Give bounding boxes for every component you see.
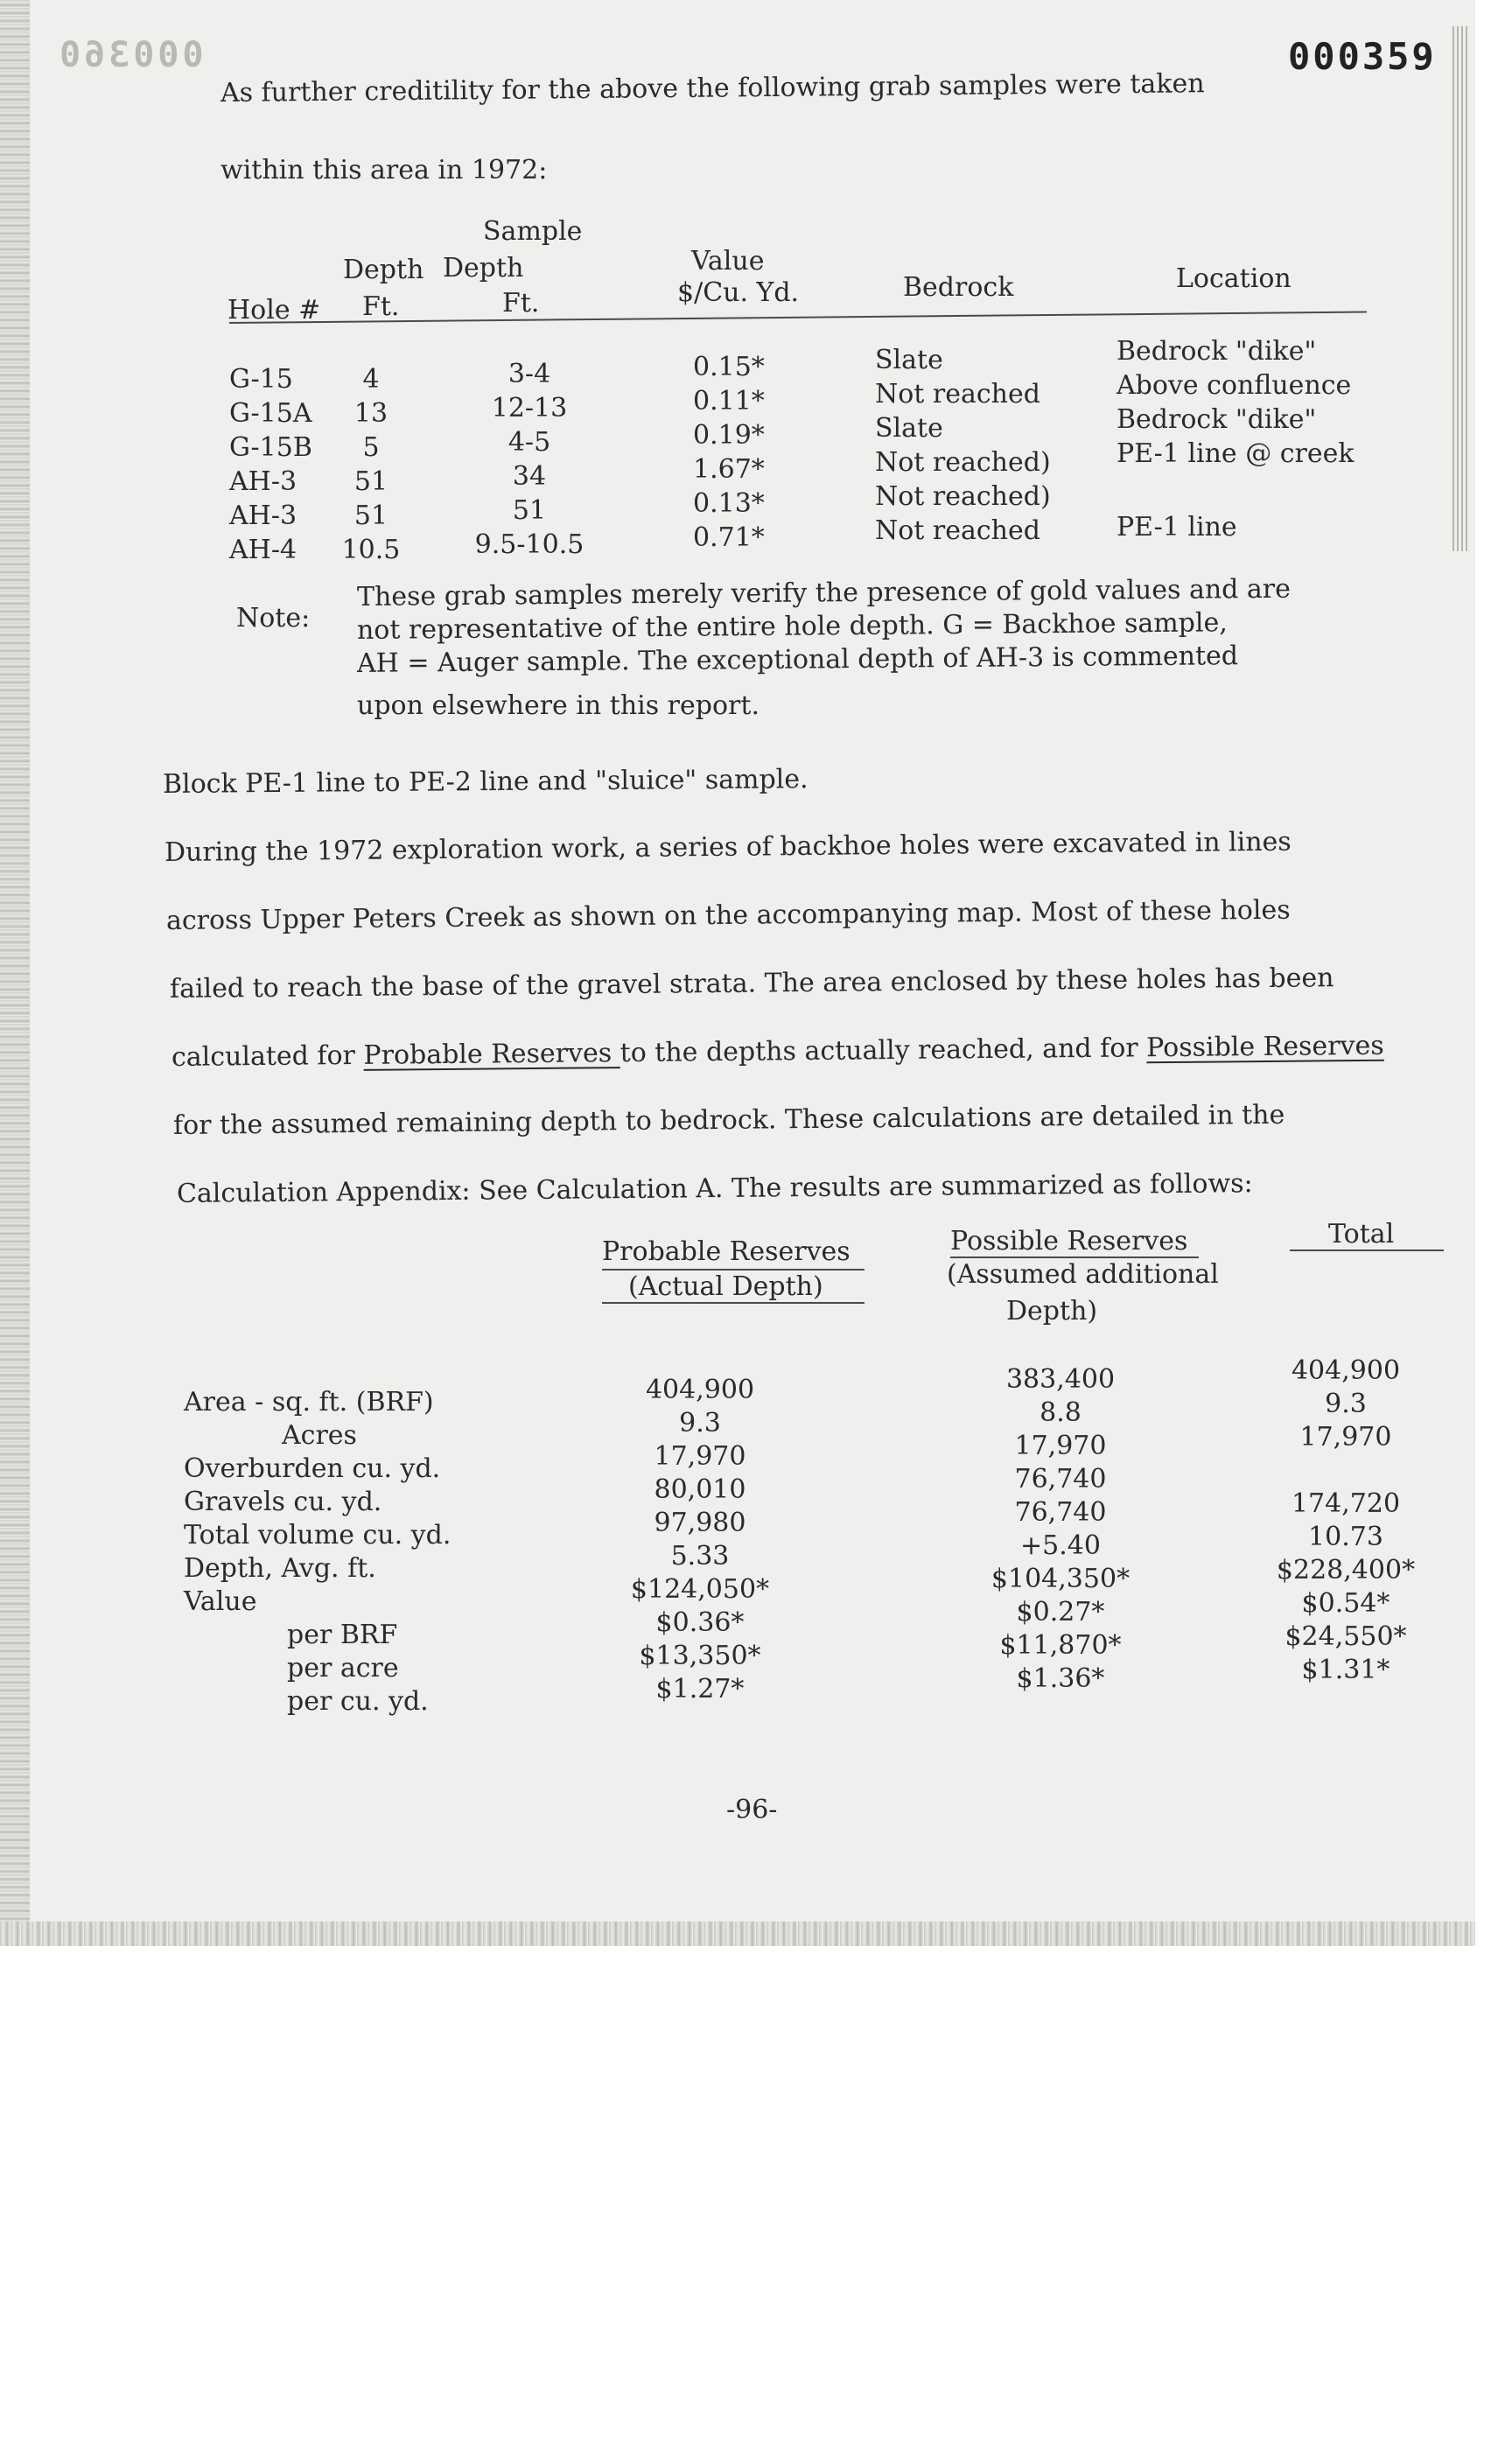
page-bottom-scan-edge: [0, 1922, 1475, 1946]
row-label-acres: Acres: [282, 1420, 357, 1451]
row-label-total-volume: Total volume cu. yd.: [184, 1520, 452, 1550]
table-cell: PE-1 line: [1116, 512, 1237, 542]
header-value-line1: Value: [691, 246, 765, 276]
table-cell: 34: [512, 461, 547, 492]
possible-reserves-term: Possible Reserves: [1146, 1030, 1384, 1064]
total-value: 9.3: [1325, 1389, 1367, 1419]
body-line-5: for the assumed remaining depth to bedrock. These calculations are detailed in the: [172, 1099, 1285, 1141]
body-line-6: Calculation Appendix: See Calculation A. The results are summarized as follows:: [176, 1168, 1253, 1209]
note-line-4: upon elsewhere in this report.: [357, 690, 760, 721]
header-possible-depth: Depth): [1006, 1296, 1098, 1326]
row-label-per-brf: per BRF: [287, 1620, 398, 1650]
column-location: [1116, 334, 1379, 544]
column-value: [693, 350, 807, 555]
table-cell: 3-4: [508, 359, 551, 389]
row-label-depth-avg: Depth, Avg. ft.: [184, 1553, 376, 1584]
total-value: $1.31*: [1301, 1655, 1390, 1685]
possible-value: 76,740: [1014, 1497, 1107, 1528]
table-cell: 4-5: [508, 427, 551, 458]
page-right-scan-marks: [1452, 26, 1468, 551]
total-value: $228,400*: [1276, 1555, 1416, 1586]
row-label-overburden: Overburden cu. yd.: [184, 1453, 441, 1484]
intro-line-2: within this area in 1972:: [220, 155, 548, 186]
probable-value: 80,010: [654, 1474, 746, 1505]
table-cell: Not reached): [875, 481, 1051, 512]
possible-value: $1.36*: [1016, 1663, 1105, 1694]
header-possible-reserves: Possible Reserves: [950, 1226, 1188, 1256]
table-cell: G-15B: [229, 432, 312, 463]
possible-value: 383,400: [1005, 1364, 1116, 1395]
table-cell: 9.5-10.5: [474, 529, 584, 560]
body-line-4: [172, 1032, 1384, 1073]
header-bedrock: Bedrock: [903, 272, 1014, 303]
total-value: $24,550*: [1284, 1621, 1407, 1652]
table-cell: 5: [362, 432, 380, 463]
header-probable-reserves: Probable Reserves: [602, 1236, 850, 1267]
table-cell: 0.15*: [693, 352, 765, 382]
note-line-1: These grab samples merely verify the presence of gold values and are: [356, 573, 1292, 612]
probable-reserves-term: Probable Reserves: [363, 1038, 620, 1071]
total-column: [1258, 1354, 1433, 1687]
intro-line-1: As further creditility for the above the following grab samples were taken: [220, 68, 1205, 108]
table-cell: 10.5: [341, 535, 401, 565]
row-label-gravels: Gravels cu. yd.: [184, 1487, 382, 1517]
probable-value: $0.36*: [655, 1607, 745, 1638]
probable-value: $124,050*: [630, 1574, 770, 1605]
note-label: Note:: [236, 603, 311, 634]
table-cell: 1.67*: [693, 454, 765, 485]
possible-reserves-column: [973, 1363, 1148, 1696]
probable-header-rule: [602, 1269, 864, 1270]
total-header-rule: [1290, 1250, 1444, 1251]
probable-value: 9.3: [679, 1408, 721, 1438]
possible-value: 8.8: [1040, 1397, 1082, 1428]
total-value: 174,720: [1291, 1488, 1401, 1519]
table-cell: Not reached: [875, 515, 1040, 546]
header-sample-depth-line1: Sample: [483, 216, 583, 247]
table-cell: 51: [512, 495, 547, 526]
body-text: to the depths actually reached, and for: [620, 1032, 1147, 1069]
possible-value: $0.27*: [1016, 1597, 1105, 1628]
table-cell: 0.13*: [693, 488, 765, 519]
table-cell: G-15A: [229, 398, 312, 429]
total-value: 17,970: [1299, 1422, 1392, 1452]
page-left-scan-edge: [0, 0, 30, 1946]
possible-value: +5.40: [1020, 1530, 1101, 1561]
bleed-through-page-stamp: 000360: [56, 35, 204, 75]
table-cell: 12-13: [491, 393, 568, 424]
note-line-2: not representative of the entire hole depth. G = Backhoe sample,: [356, 607, 1228, 646]
possible-value: 17,970: [1014, 1431, 1107, 1461]
table-cell: 0.71*: [693, 522, 765, 553]
table-cell: 13: [354, 398, 388, 429]
probable-reserves-column: [612, 1374, 788, 1706]
probable-value: 97,980: [654, 1508, 746, 1538]
header-possible-assumed: (Assumed additional: [947, 1259, 1219, 1290]
table-cell: 4: [362, 364, 380, 395]
possible-header-rule: [950, 1256, 1199, 1258]
table-cell: AH-3: [229, 500, 298, 531]
row-label-value: Value: [184, 1586, 257, 1617]
table-cell: AH-4: [229, 535, 298, 565]
header-hole: Hole #: [228, 295, 321, 326]
table-cell: Slate: [875, 345, 943, 375]
table-cell: 0.11*: [693, 386, 765, 416]
grab-table-header-rule: [229, 312, 1367, 324]
table-cell: 51: [354, 500, 388, 531]
probable-subheader-rule: [602, 1302, 864, 1304]
note-line-3: AH = Auger sample. The exceptional depth of AH-3 is commented: [356, 640, 1239, 679]
page-number: -96-: [726, 1795, 778, 1825]
header-probable-actual-depth: (Actual Depth): [628, 1271, 823, 1302]
reserves-row-labels: [184, 1386, 516, 1718]
row-label-per-acre: per acre: [287, 1653, 399, 1684]
row-label-per-cu-yd: per cu. yd.: [287, 1686, 429, 1717]
header-total: Total: [1328, 1219, 1395, 1250]
block-heading: Block PE-1 line to PE-2 line and "sluice" sample.: [162, 764, 808, 800]
header-depth-line2: Ft.: [362, 291, 400, 322]
body-text: calculated for: [171, 1040, 364, 1073]
header-sample-depth-line2: Depth: [443, 253, 524, 284]
column-bedrock: [875, 343, 1076, 548]
probable-value: 404,900: [645, 1375, 755, 1405]
header-sample-depth-line3: Ft.: [502, 288, 540, 318]
table-cell: G-15: [229, 364, 293, 395]
probable-value: $13,350*: [639, 1641, 761, 1671]
header-value-line2: $/Cu. Yd.: [677, 277, 800, 308]
table-cell: Not reached: [875, 379, 1040, 410]
probable-value: $1.27*: [655, 1674, 745, 1704]
table-cell: 0.19*: [693, 420, 765, 451]
table-cell: Not reached): [875, 447, 1051, 478]
possible-value: 76,740: [1014, 1464, 1107, 1494]
column-sample-depth: [455, 357, 604, 562]
total-value: $0.54*: [1301, 1588, 1390, 1619]
body-line-3: failed to reach the base of the gravel strata. The area enclosed by these holes has been: [169, 962, 1334, 1004]
table-cell: [1116, 471, 1379, 505]
page-stamp-number: 000359: [1288, 35, 1437, 78]
body-line-2: across Upper Peters Creek as shown on the accompanying map. Most of these holes: [165, 894, 1291, 936]
table-cell: Above confluence: [1116, 370, 1352, 401]
possible-value: $11,870*: [999, 1630, 1122, 1661]
table-cell: Slate: [875, 413, 943, 444]
body-line-1: During the 1972 exploration work, a series of backhoe holes were excavated in lines: [164, 826, 1292, 868]
table-cell: PE-1 line @ creek: [1116, 438, 1354, 469]
column-depth: [336, 362, 406, 567]
possible-value: $104,350*: [990, 1564, 1130, 1594]
column-hole: [229, 362, 334, 567]
probable-value: 5.33: [670, 1541, 730, 1572]
total-value: 10.73: [1308, 1522, 1383, 1552]
table-cell: 51: [354, 466, 388, 497]
table-cell: Bedrock "dike": [1116, 404, 1317, 435]
table-cell: AH-3: [229, 466, 298, 497]
row-label-area: Area - sq. ft. (BRF): [184, 1387, 434, 1418]
probable-value: 17,970: [654, 1441, 746, 1472]
table-cell: Bedrock "dike": [1116, 336, 1317, 367]
total-value: [1258, 1454, 1433, 1488]
header-location: Location: [1176, 263, 1292, 294]
total-value: 404,900: [1291, 1355, 1401, 1386]
header-depth-line1: Depth: [343, 255, 424, 285]
